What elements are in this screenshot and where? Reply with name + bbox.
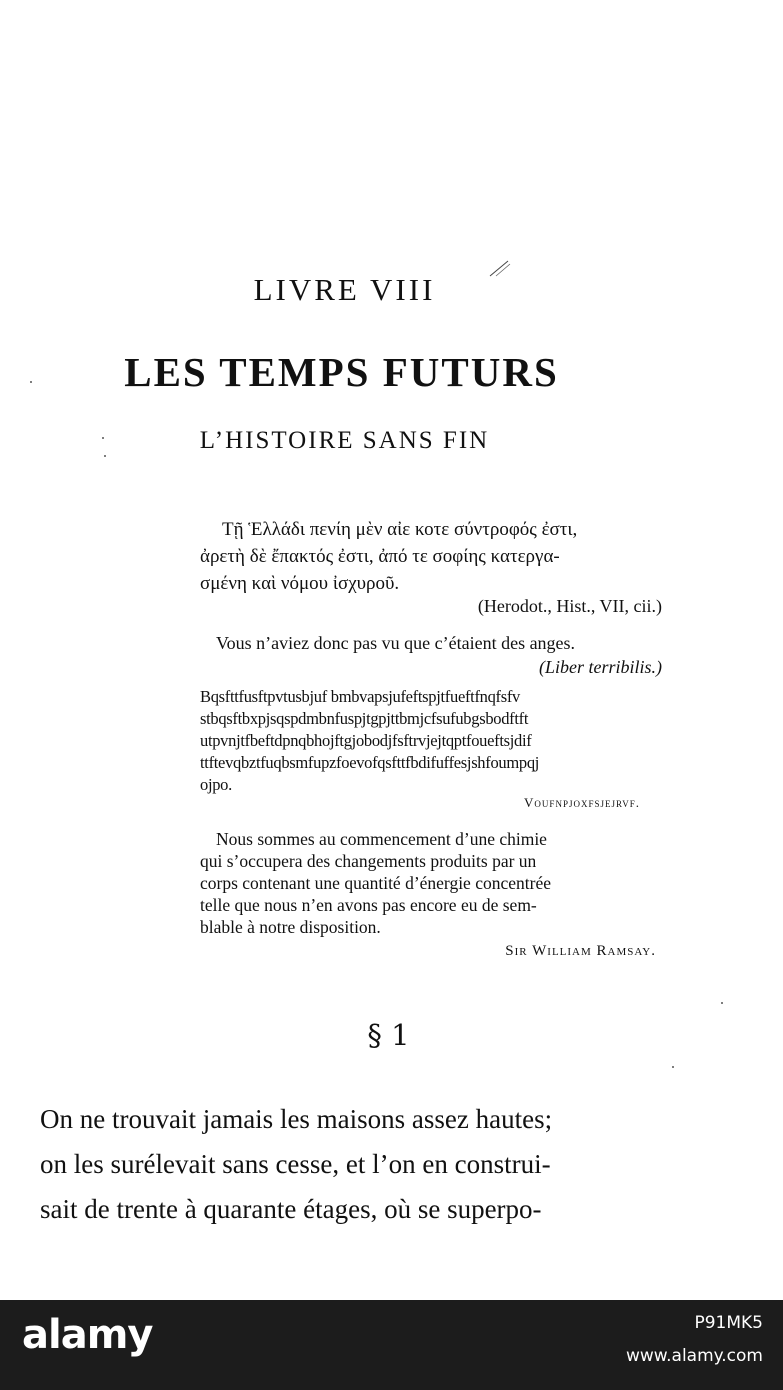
epigraph-line: telle que nous n’en avons pas encore eu de sem- <box>200 895 537 915</box>
body-line: sait de trente à quarante étages, où se superpo- <box>40 1194 542 1224</box>
epigraph-line: Vous n’aviez donc pas vu que c’étaient des anges. <box>216 633 576 653</box>
body-line: On ne trouvait jamais les maisons assez hautes; <box>40 1104 553 1134</box>
epigraph-ramsay <box>200 828 670 962</box>
epigraph-attribution: Voufnpjoxfsjejrvf. <box>524 795 640 810</box>
epigraph-line: ttftevqbztfuqbsmfupzfoevofqsfttfbdifuffesjshfoumpqj <box>200 753 540 772</box>
book-subtitle: L’HISTOIRE SANS FIN <box>199 427 490 454</box>
scan-speck <box>721 1002 723 1004</box>
epigraph-attribution: Sir William Ramsay. <box>505 943 656 959</box>
epigraph-line: qui s’occupera des changements produits par un <box>200 851 537 871</box>
epigraph-line: blable à notre disposition. <box>200 917 381 937</box>
scan-speck <box>102 437 104 439</box>
epigraph-line: ἀρετὴ δὲ ἔπακτός ἐστι, ἀπό τε σοφίης κατεργα- <box>200 546 560 567</box>
scan-speck <box>672 1066 674 1068</box>
epigraph-cipher <box>200 686 670 814</box>
epigraph-attribution: (Herodot., Hist., VII, cii.) <box>477 596 662 616</box>
epigraph-line: utpvnjtfbeftdpnqbhojftgjobodjfsftrvjejtqptfoueftsjdif <box>200 731 532 750</box>
epigraph-greek <box>200 516 670 618</box>
watermark-footer <box>0 1300 783 1390</box>
epigraph-line: stbqsftbxpjsqspdmbnfuspjtgpjttbmjcfsufubgsbodftft <box>200 709 529 728</box>
epigraph-angels <box>200 631 670 679</box>
image-id: P91MK5 <box>694 1313 763 1333</box>
epigraph-line: Τῇ Ἑλλάδι πενίη μὲν αἰε κοτε σύντροφός ἐστι, <box>222 519 578 540</box>
scan-speck <box>104 455 106 457</box>
epigraph-line: Nous sommes au commencement d’une chimie <box>216 829 547 849</box>
scan-speck <box>30 381 32 383</box>
section-mark: § 1 <box>367 1018 410 1052</box>
epigraph-line: ojpo. <box>200 775 232 794</box>
epigraph-line: Bqsfttfusftpvtusbjuf bmbvapsjufeftspjtfueftfnqfsfv <box>200 687 520 706</box>
watermark-logo: alamy <box>22 1312 153 1358</box>
body-line: on les surélevait sans cesse, et l’on en construi- <box>40 1149 551 1179</box>
epigraph-attribution: (Liber terribilis.) <box>538 657 662 677</box>
body-paragraph <box>40 1097 730 1232</box>
site-url: www.alamy.com <box>625 1346 763 1366</box>
epigraph-line: corps contenant une quantité d’énergie concentrée <box>200 873 551 893</box>
epigraph-line: σμένη καὶ νόμου ἰσχυροῦ. <box>200 573 400 594</box>
book-title: LES TEMPS FUTURS <box>124 349 559 395</box>
book-label: LIVRE VIII <box>253 272 436 307</box>
